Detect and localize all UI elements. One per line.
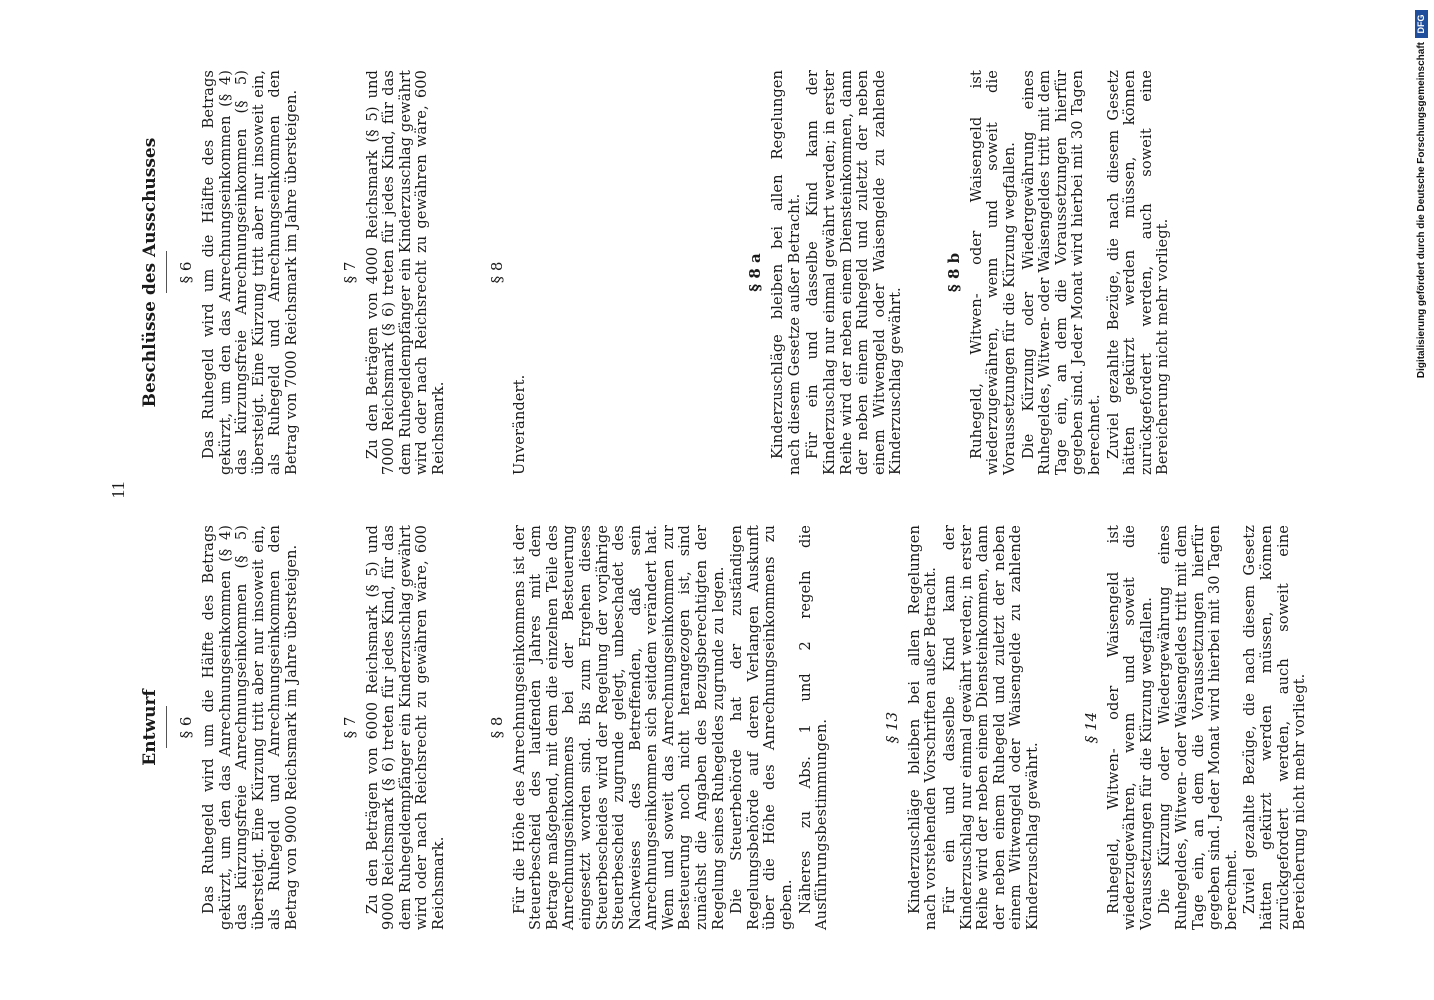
section-14-entwurf [1082,525,1309,930]
section-8b-beschluss [945,70,1172,475]
digitization-credit [1408,4,1434,996]
section-title: § 7 [340,716,359,739]
heading-rule [166,707,167,749]
section-paragraph: Die Steuerbehörde hat der zuständigen Regelungsbehörde auf deren Verlangen Auskunft über die Höhe des Anrechnungseinkommens zu geben. [728,525,796,930]
section-8-beschluss [488,70,529,475]
section-paragraph: Für ein und dasselbe Kind kann der Kinderzuschlag nur einmal gewährt werden; in erster Reihe wird der neben einem Diensteinkommen, dann der neben einem Ruhegeld und zuletzt der neben einem Witwengeld oder Waisengelde zu zahlende Kinderzuschlag gewährt. [941,525,1041,930]
section-title: § 8 b [944,252,963,293]
section-paragraph: Für die Höhe des Anrechnungseinkommens ist der Steuerbescheid des laufenden Jahres mit dem Betrage maßgebend, mit dem die einzelnen Teile des Anrechnungseinkommens bei der Besteuerung eingesetzt worden sind. Bis zum Ergehen dieses Steuerbescheides wird der Regelung der vorjährige Steuerbescheid zugrunde gelegt, unbeschadet des Nachweises des Betreffenden, daß sein Anrechnungseinkommen sich seitdem verändert hat. Wenn und soweit das Anrechnungseinkommen zur Besteuerung noch nicht herangezogen ist, sind zunächst die Angaben des Bezugsberechtigten der Regelung seines Ruhegeldes zugrunde zu legen. [510,525,727,930]
document-page [80,50,1320,930]
section-6-entwurf [177,525,301,930]
section-13-entwurf [883,525,1042,930]
section-text: Das Ruhegeld wird um die Hälfte des Betrags gekürzt, um den das Anrechnungseinkommen (§ 4) das kürzungsfreie Anrechnungseinkommen (§ 5) übersteigt. Eine Kürzung tritt aber nur insoweit ein, als Ruhegeld und Anrechnungseinkommen den Betrag von 7000 Reichsmark im Jahre übersteigen. [200,70,300,475]
heading-rule [166,252,167,294]
section-paragraph: Kinderzuschläge bleiben bei allen Regelungen nach diesem Gesetze außer Betracht. [769,70,803,475]
section-paragraph: Zuviel gezahlte Bezüge, die nach diesem Gesetz hätten gekürzt werden müssen, können zurückgefordert werden, auch soweit eine Bereicherung nicht mehr vorliegt. [1104,70,1172,475]
section-title: § 8 [487,261,506,284]
credit-inner [1408,4,1434,996]
section-title: § 6 [177,261,195,284]
credit-text: Digitalisierung gefördert durch die Deutsche Forschungsgemeinschaft [1415,42,1427,379]
section-paragraph: Für ein und dasselbe Kind kann der Kinderzuschlag nur einmal gewährt werden; in erster Reihe wird der neben einem Diensteinkommen, dann der neben einem Ruhegeld und zuletzt der neben einem Witwengeld oder Waisengelde zu zahlende Kinderzuschlag gewährt. [804,70,905,475]
section-title: § 8 [487,716,506,739]
column-entwurf [140,525,1321,930]
section-paragraph: Die Kürzung oder Wiedergewährung eines Ruhegeldes, Witwen- oder Waisengeldes tritt mit dem Tage ein, an dem die Voraussetzungen hierfür gegeben sind. Jeder Monat wird hierbei mit 30 Tagen berechnet. [1019,70,1104,475]
section-title: § 14 [1081,711,1100,744]
section-title: § 8 a [746,253,765,292]
section-text: Zu den Beträgen von 6000 Reichsmark (§ 5) und 9000 Reichsmark (§ 6) treten für jedes Kind, für das dem Ruhegeldempfänger ein Kinderzuschlag gewährt wird oder nach Reichsrecht zu gewähren wäre, 600 Reichsmark. [363,525,447,930]
section-paragraph: Zuviel gezahlte Bezüge, die nach diesem Gesetz hätten gekürzt werden müssen, können zurückgefordert werden, auch soweit eine Bereicherung nicht mehr vorliegt. [1241,525,1309,930]
section-6-beschluss [177,70,301,475]
section-paragraph: Ruhegeld, Witwen- oder Waisengeld ist wiederzugewähren, wenn und soweit die Voraussetzungen für die Kürzung wegfallen. [967,70,1019,475]
section-7-entwurf [341,525,448,930]
section-title: § 13 [882,711,901,744]
page-number: 11 [108,481,128,499]
section-7-beschluss [341,70,448,475]
section-text: Das Ruhegeld wird um die Hälfte des Betrags gekürzt, um den das Anrechnungseinkommen (§ 4) das kürzungsfreie Anrechnungseinkommen (§ 5) übersteigt. Eine Kürzung tritt aber nur insoweit ein, als Ruhegeld und Anrechnungseinkommen den Betrag von 9000 Reichsmark im Jahre übersteigen. [200,525,300,930]
column-heading-entwurf: Entwurf [140,689,160,766]
section-title: § 6 [177,716,195,739]
section-title: § 7 [340,261,359,284]
section-paragraph: Kinderzuschläge bleiben bei allen Regelungen nach vorstehenden Vorschriften außer Betracht. [905,525,940,930]
section-8-entwurf [488,525,831,930]
section-paragraph: Näheres zu Abs. 1 und 2 regeln die Ausführungsbestimmungen. [796,525,831,930]
section-paragraph: Ruhegeld, Witwen- oder Waisengeld ist wiederzugewähren, wenn und soweit die Voraussetzungen für die Kürzung wegfallen. [1104,525,1155,930]
section-paragraph: Die Kürzung oder Wiedergewährung eines Ruhegeldes, Witwen- oder Waisengeldes tritt mit dem Tage ein, an dem die Voraussetzungen hierfür gegeben sind. Jeder Monat wird hierbei mit 30 Tagen berechnet. [1156,525,1240,930]
dfg-logo-icon: DFG [1415,10,1428,38]
column-heading-beschluesse: Beschlüsse des Ausschusses [140,137,160,408]
section-text: Unverändert. [510,374,528,475]
section-8a-beschluss [746,70,905,475]
column-beschluesse [140,70,1184,475]
section-text: Zu den Beträgen von 4000 Reichsmark (§ 5) und 7000 Reichsmark (§ 6) treten für jedes Kind, für das dem Ruhegeldempfänger ein Kinderzuschlag gewährt wird oder nach Reichsrecht zu gewähren wäre, 600 Reichsmark. [363,70,447,475]
